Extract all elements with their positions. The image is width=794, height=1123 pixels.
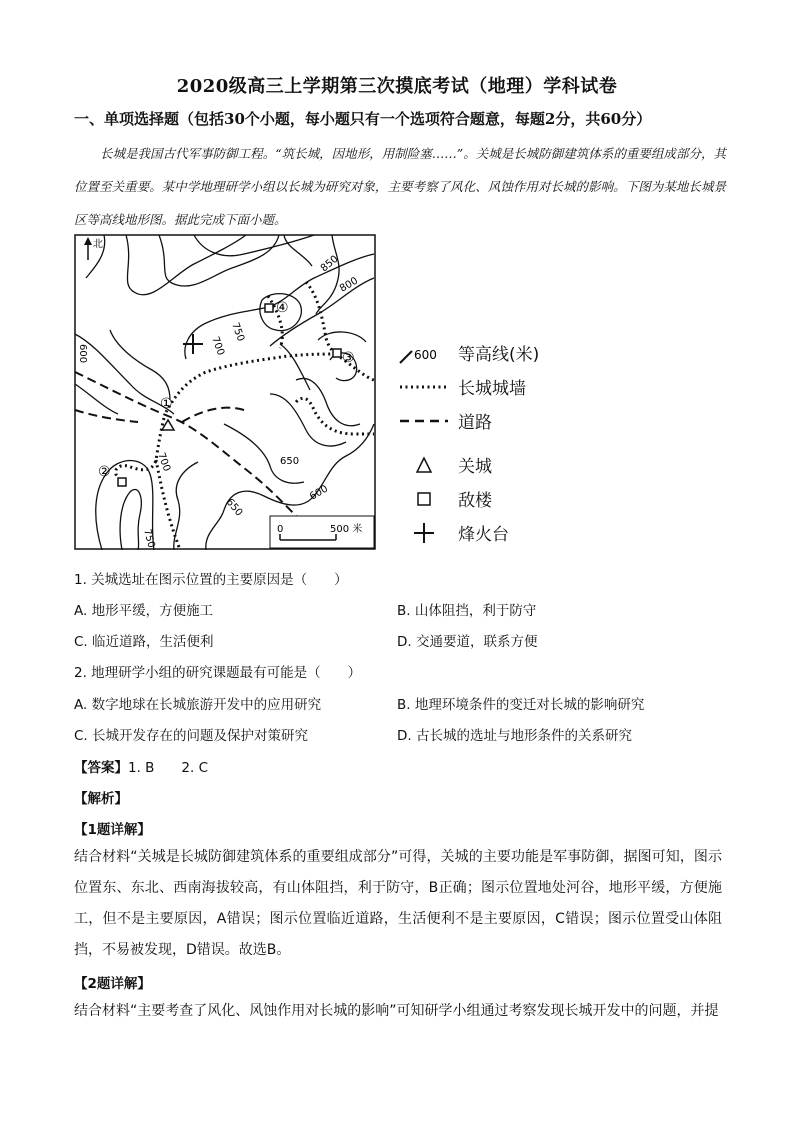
contour-label: 750 <box>141 527 157 550</box>
site-label: ① <box>160 396 173 412</box>
site-label: ② <box>98 464 111 480</box>
site-label: ④ <box>276 300 289 316</box>
question-1-option-a: A. 地形平缓，方便施工 <box>74 603 214 619</box>
legend-contour-label: 等高线(米) <box>458 345 540 365</box>
question-1-option-b: B. 山体阻挡，利于防守 <box>397 603 537 619</box>
detail-2-heading <box>74 972 151 992</box>
map-legend <box>398 340 598 550</box>
legend-contour-sample: 600 <box>414 347 437 362</box>
question-2-option-a: A. 数字地球在长城旅游开发中的应用研究 <box>74 697 322 713</box>
legend-wall <box>398 374 526 399</box>
section-heading: 一、单项选择题（包括30个小题，每小题只有一个选项符合题意，每题2分，共60分） <box>74 110 652 128</box>
watchtower-icon <box>398 487 450 511</box>
analysis-label <box>74 787 128 807</box>
contour-label: 650 <box>223 496 245 519</box>
question-1-stem: 1. 关城选址在图示位置的主要原因是（ ） <box>74 572 348 588</box>
watchtower-icon <box>333 349 341 357</box>
contour-label: 800 <box>338 275 361 295</box>
watchtower-icon <box>118 478 126 486</box>
legend-tower <box>398 486 492 511</box>
contour-label: 600 <box>77 344 88 364</box>
legend-beacon <box>398 520 509 545</box>
answer-text: 1. B 2. C <box>128 760 209 776</box>
legend-pass <box>398 452 492 477</box>
contour-label: 700 <box>209 335 227 357</box>
scale-zero: 0 <box>277 524 284 535</box>
contour-map <box>74 234 376 550</box>
legend-road <box>398 408 492 433</box>
legend-wall-label: 长城城墙 <box>458 379 526 399</box>
beacon-tower-icon <box>398 521 450 545</box>
legend-pass-label: 关城 <box>458 457 492 477</box>
road-line-icon <box>398 409 450 433</box>
detail-1-paragraph: 结合材料“关城是长城防御建筑体系的重要组成部分”可得，关城的主要功能是军事防御，据图可知，图示位置东、东北、西南海拔较高，有山体阻挡，利于防守，B正确；图示位置地处河谷，地形平缓，方便施工，但不是主要原因，A错误；图示位置临近道路，生活便利不是主要原因，C错误；图示位置受山体阻挡，不易被发现，D错误。故选B。 <box>74 849 722 958</box>
reading-passage: 长城是我国古代军事防御工程。“筑长城，因地形，用制险塞……”。关城是长城防御建筑体系的重要组成部分，其位置至关重要。某中学地理研学小组以长城为研究对象，主要考察了风化、风蚀作用对长城的影响。下图为某地长城景区等高线地形图。据此完成下面小题。 <box>74 146 726 227</box>
question-1-option-c: C. 临近道路，生活便利 <box>74 634 214 650</box>
contour-label: 750 <box>229 321 247 343</box>
scale-bar <box>270 516 374 548</box>
contour-label: 850 <box>318 253 341 275</box>
contour-label: 600 <box>308 483 331 503</box>
answer-line <box>74 756 208 776</box>
legend-beacon-label: 烽火台 <box>458 525 509 545</box>
question-2-option-d: D. 古长城的选址与地形条件的关系研究 <box>397 728 632 744</box>
pass-fort-icon <box>398 453 450 477</box>
wall-line-icon <box>398 375 450 399</box>
page-title: 2020级高三上学期第三次摸底考试（地理）学科试卷 <box>176 76 618 97</box>
contour-label: 650 <box>280 456 300 467</box>
question-2-stem: 2. 地理研学小组的研究课题最有可能是（ ） <box>74 665 362 681</box>
detail-1-heading <box>74 818 151 838</box>
north-label: 北 <box>93 239 103 250</box>
detail-2-paragraph: 结合材料“主要考查了风化、风蚀作用对长城的影响”可知研学小组通过考察发现长城开发中的问题，并提 <box>74 1003 719 1019</box>
legend-contour <box>398 340 539 365</box>
detail-1-label: 【1题详解】 <box>74 822 151 838</box>
answer-label: 【答案】 <box>74 760 128 776</box>
analysis-label-text: 【解析】 <box>74 791 128 807</box>
contour-map-figure <box>74 234 376 550</box>
detail-2-label: 【2题详解】 <box>74 976 151 992</box>
question-2-option-c: C. 长城开发存在的问题及保护对策研究 <box>74 728 309 744</box>
watchtower-icon <box>265 304 273 312</box>
question-2-option-b: B. 地理环境条件的变迁对长城的影响研究 <box>397 697 645 713</box>
legend-road-label: 道路 <box>458 413 492 433</box>
contour-line-icon <box>398 341 450 365</box>
question-1-option-d: D. 交通要道，联系方便 <box>397 634 538 650</box>
scale-label: 500 米 <box>330 524 363 535</box>
site-label: ③ <box>342 350 355 366</box>
contour-label: 700 <box>155 451 173 473</box>
legend-tower-label: 敌楼 <box>458 491 492 511</box>
